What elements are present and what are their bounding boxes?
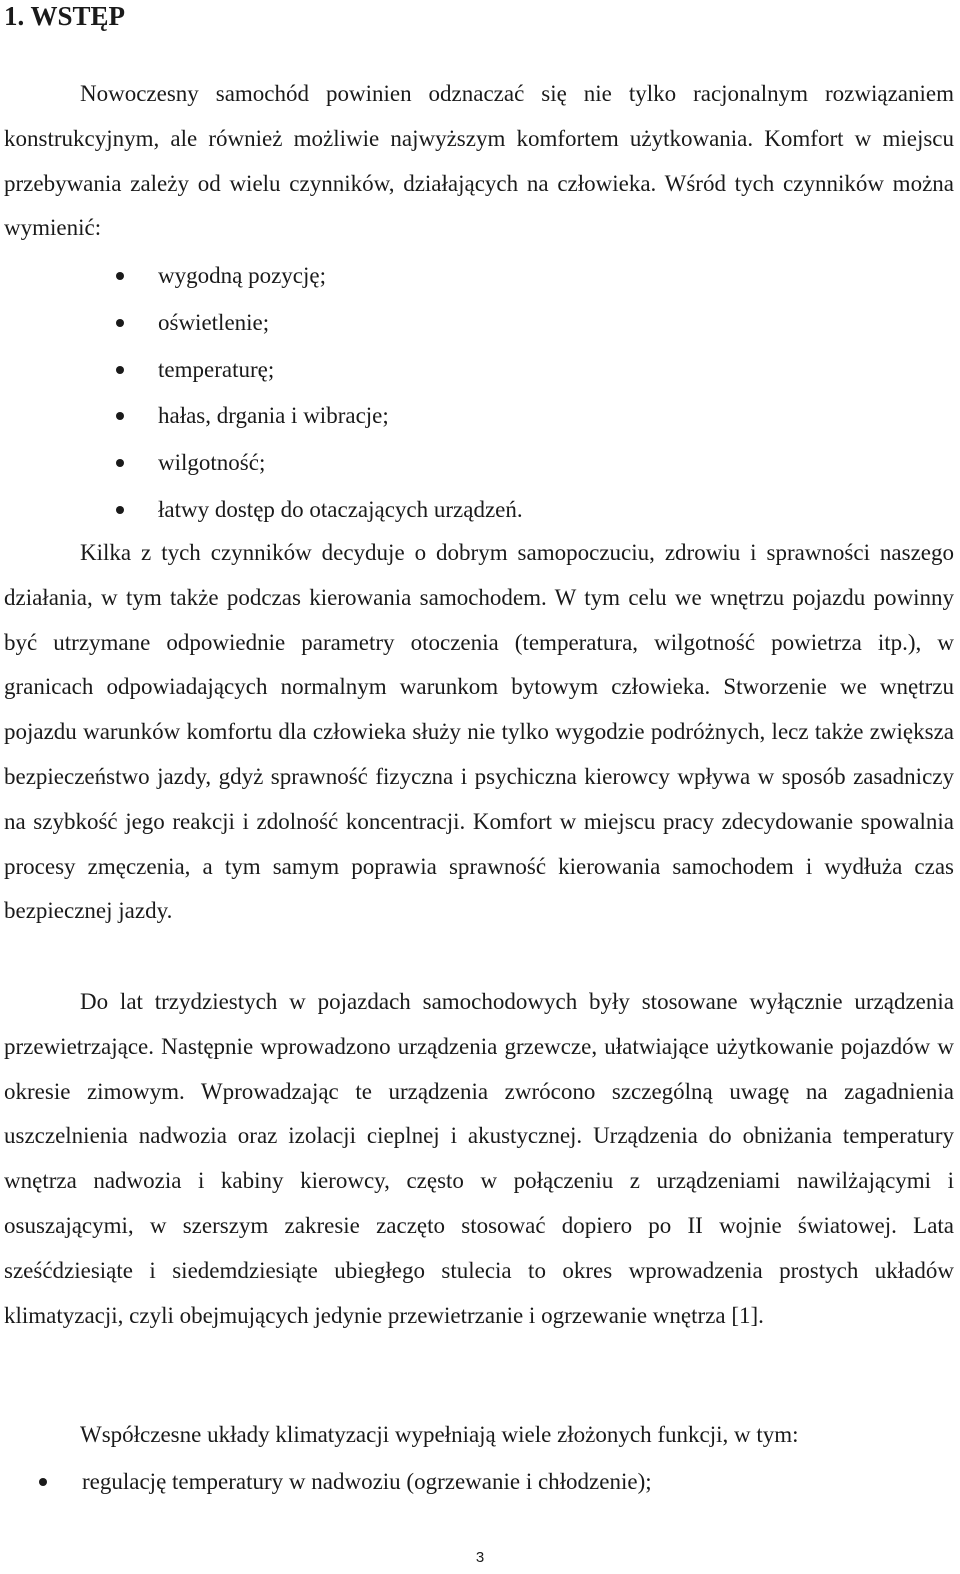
paragraph-factors-effect: Kilka z tych czynników decyduje o dobrym samopoczuciu, zdrowiu i sprawności naszego działania, w tym także podczas kierowania samochodem. W tym celu we wnętrzu pojazdu powinny być utrzymane odpowiednie parametry otoczenia (temperatura, wilgotność powietrza itp.), w granicach odpowiadających normalnym warunkom bytowym człowieka. Stworzenie we wnętrzu pojazdu warunków komfortu dla człowieka służy nie tylko wygodzie podróżnych, lecz także zwiększa bezpieczeństwo jazdy, gdyż sprawność fizyczna i psychiczna kierowcy wpływa w sposób zasadniczy na szybkość jego reakcji i zdolność koncentracji. Komfort w miejscu pracy zdecydowanie spowalnia procesy zmęczenia, a tym samym poprawia sprawność kierowania samochodem i wydłuża czas bezpiecznej jazdy. xyxy=(4,540,954,924)
list-item xyxy=(0,300,523,347)
list-item xyxy=(0,253,523,300)
list-item-text: regulację temperatury w nadwoziu (ogrzewanie i chłodzenie); xyxy=(82,1469,652,1494)
paragraph-functions-intro: Współczesne układy klimatyzacji wypełniają wiele złożonych funkcji, w tym: xyxy=(80,1422,799,1447)
bullet-icon xyxy=(116,319,124,327)
list-item-text: temperaturę; xyxy=(158,356,275,382)
list-item xyxy=(0,347,523,394)
functions-list xyxy=(0,1459,652,1505)
paragraph-intro: Nowoczesny samochód powinien odznaczać się nie tylko racjonalnym rozwiązaniem konstrukcyjnym, ale również możliwie najwyższym komfortem użytkowania. Komfort w miejscu przebywania zależy od wielu czynników, działających na człowieka. Wśród tych czynników można wymienić: xyxy=(4,81,954,241)
factors-list xyxy=(0,253,523,534)
bullet-icon xyxy=(116,272,124,280)
paragraph-history: Do lat trzydziestych w pojazdach samochodowych były stosowane wyłącznie urządzenia przewietrzające. Następnie wprowadzono urządzenia grzewcze, ułatwiające użytkowanie pojazdów w okresie zimowym. Wprowadzając te urządzenia zwrócono szczególną uwagę na zagadnienia uszczelnienia nadwozia oraz izolacji cieplnej i akustycznej. Urządzenia do obniżania temperatury wnętrza nadwozia i kabiny kierowcy, często w połączeniu z urządzeniami nawilżającymi i osuszającymi, w szerszym zakresie zaczęto stosować dopiero po II wojnie światowej. Lata sześćdziesiąte i siedemdziesiąte ubiegłego stulecia to okres wprowadzenia prostych układów klimatyzacji, czyli obejmujących jedynie przewietrzanie i ogrzewanie wnętrza [1]. xyxy=(4,989,954,1328)
list-item-text: hałas, drgania i wibracje; xyxy=(158,403,389,429)
section-heading: 1. WSTĘP xyxy=(4,1,126,31)
list-item xyxy=(0,1459,652,1505)
list-item xyxy=(0,487,523,534)
list-item xyxy=(0,393,523,440)
bullet-icon xyxy=(116,459,124,467)
page-number: 3 xyxy=(475,1549,485,1566)
list-item-text: wygodną pozycję; xyxy=(158,263,326,288)
bullet-icon xyxy=(39,1478,47,1486)
list-item-text: wilgotność; xyxy=(158,450,266,476)
bullet-icon xyxy=(116,412,124,420)
list-item xyxy=(0,440,523,487)
bullet-icon xyxy=(116,506,124,514)
bullet-icon xyxy=(116,366,124,374)
list-item-text: łatwy dostęp do otaczających urządzeń. xyxy=(158,496,523,522)
list-item-text: oświetlenie; xyxy=(158,309,270,335)
